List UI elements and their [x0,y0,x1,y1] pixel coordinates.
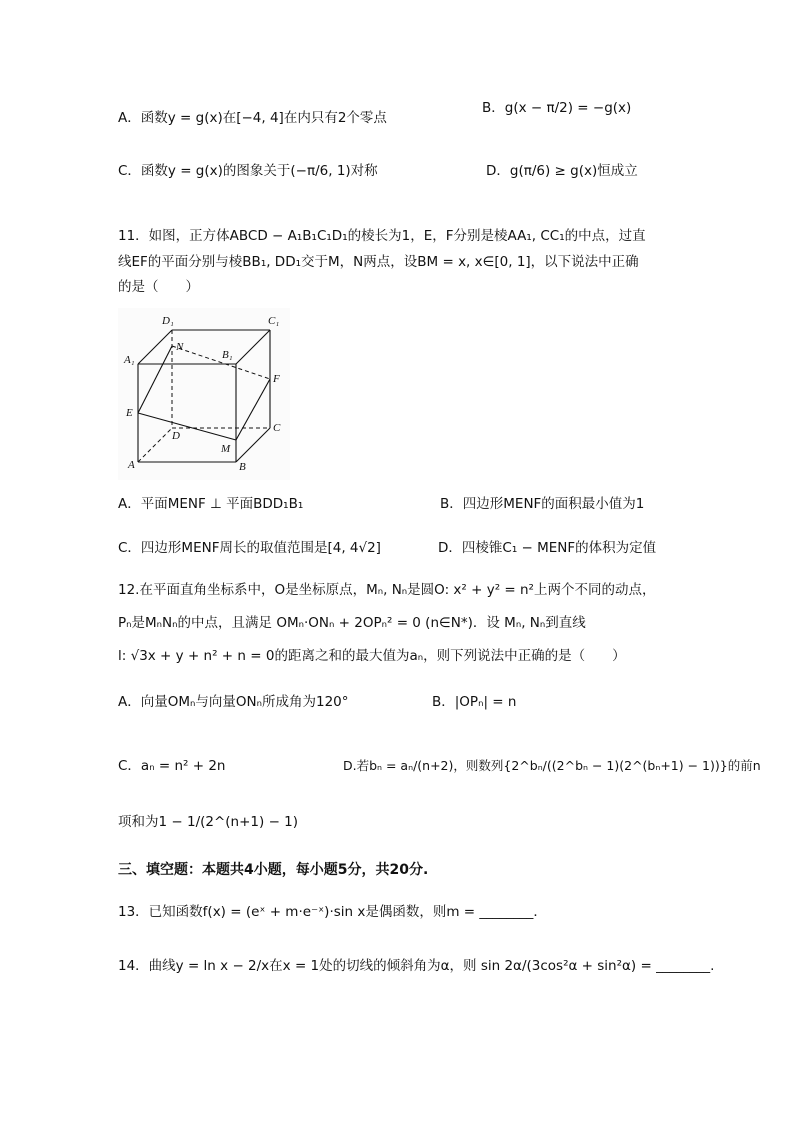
q10-option-a [118,108,387,128]
q10-option-c-text: C．函数y = g(x)的图象关于(−π/6, 1)对称 [118,163,378,179]
q11-option-c: C．四边形MENF周长的取值范围是[4, 4√2] [118,540,381,556]
q11-option-a: A．平面MENF ⊥ 平面BDD₁B₁ [118,496,304,512]
q10-option-c [118,161,378,181]
label-B: B [239,461,246,473]
label-F: F [273,373,280,385]
cube-figure [118,308,290,480]
q12-option-d: D.若bₙ = aₙ/(n+2)，则数列{2^bₙ/((2^bₙ − 1)(2^(bₙ+1) − 1))}的前n [343,758,761,773]
q12-stem-line3: l: √3x + y + n² + n = 0的距离之和的最大值为aₙ，则下列说法中正确的是（ ） [118,648,626,664]
label-N: N [176,341,184,353]
label-D1: D₁ [162,315,174,327]
q12-stem-line1: 12.在平面直角坐标系中，O是坐标原点，Mₙ, Nₙ是圆O: x² + y² = n²上两个不同的动点， [118,582,656,598]
label-E: E [126,407,133,419]
q12-option-b: B．|OPₙ| = n [432,694,517,710]
q11-option-b: B．四边形MENF的面积最小值为1 [440,496,645,512]
q11-option-d: D．四棱锥C₁ − MENF的体积为定值 [438,540,657,556]
q10-option-b-text: B．g(x − π/2) = −g(x) [482,100,632,116]
label-M: M [221,443,231,455]
section-heading: 三、填空题：本题共4小题，每小题5分，共20分. [118,862,429,878]
q12-stem-line2: Pₙ是MₙNₙ的中点，且满足 OMₙ·ONₙ + 2OPₙ² = 0 (n∈N*)．设 Mₙ, Nₙ到直线 [118,615,586,631]
q10-option-d-text: D．g(π/6) ≥ g(x)恒成立 [486,163,638,179]
label-D: D [172,430,180,442]
q10-option-a-text: A．函数y = g(x)在[−4, 4]在内只有2个零点 [118,110,387,126]
q11-stem-line3: 的是（ ） [118,279,199,295]
q14-text: 14．曲线y = ln x − 2/x在x = 1处的切线的倾斜角为α，则 sin 2α/(3cos²α + sin²α) = ________. [118,958,715,974]
label-A1: A₁ [124,354,135,366]
q12-option-c: C．aₙ = n² + 2n [118,758,226,774]
label-C1: C₁ [268,315,280,327]
q10-option-b [482,98,631,118]
q11-stem-line2: 线EF的平面分别与棱BB₁, DD₁交于M，N两点，设BM = x, x∈[0, 1]，以下说法中正确 [118,254,639,270]
q11-stem-line1: 11．如图，正方体ABCD − A₁B₁C₁D₁的棱长为1，E，F分别是棱AA₁, CC₁的中点，过直 [118,228,646,244]
label-A: A [128,459,135,471]
q12-option-d-continued: 项和为1 − 1/(2^(n+1) − 1) [118,814,299,830]
label-B1: B₁ [222,349,233,361]
q10-option-d [486,161,638,181]
q12-option-a: A．向量OMₙ与向量ONₙ所成角为120° [118,694,349,710]
q13-text: 13．已知函数f(x) = (eˣ + m·e⁻ˣ)·sin x是偶函数，则m = ________． [118,904,547,920]
label-C: C [273,422,281,434]
